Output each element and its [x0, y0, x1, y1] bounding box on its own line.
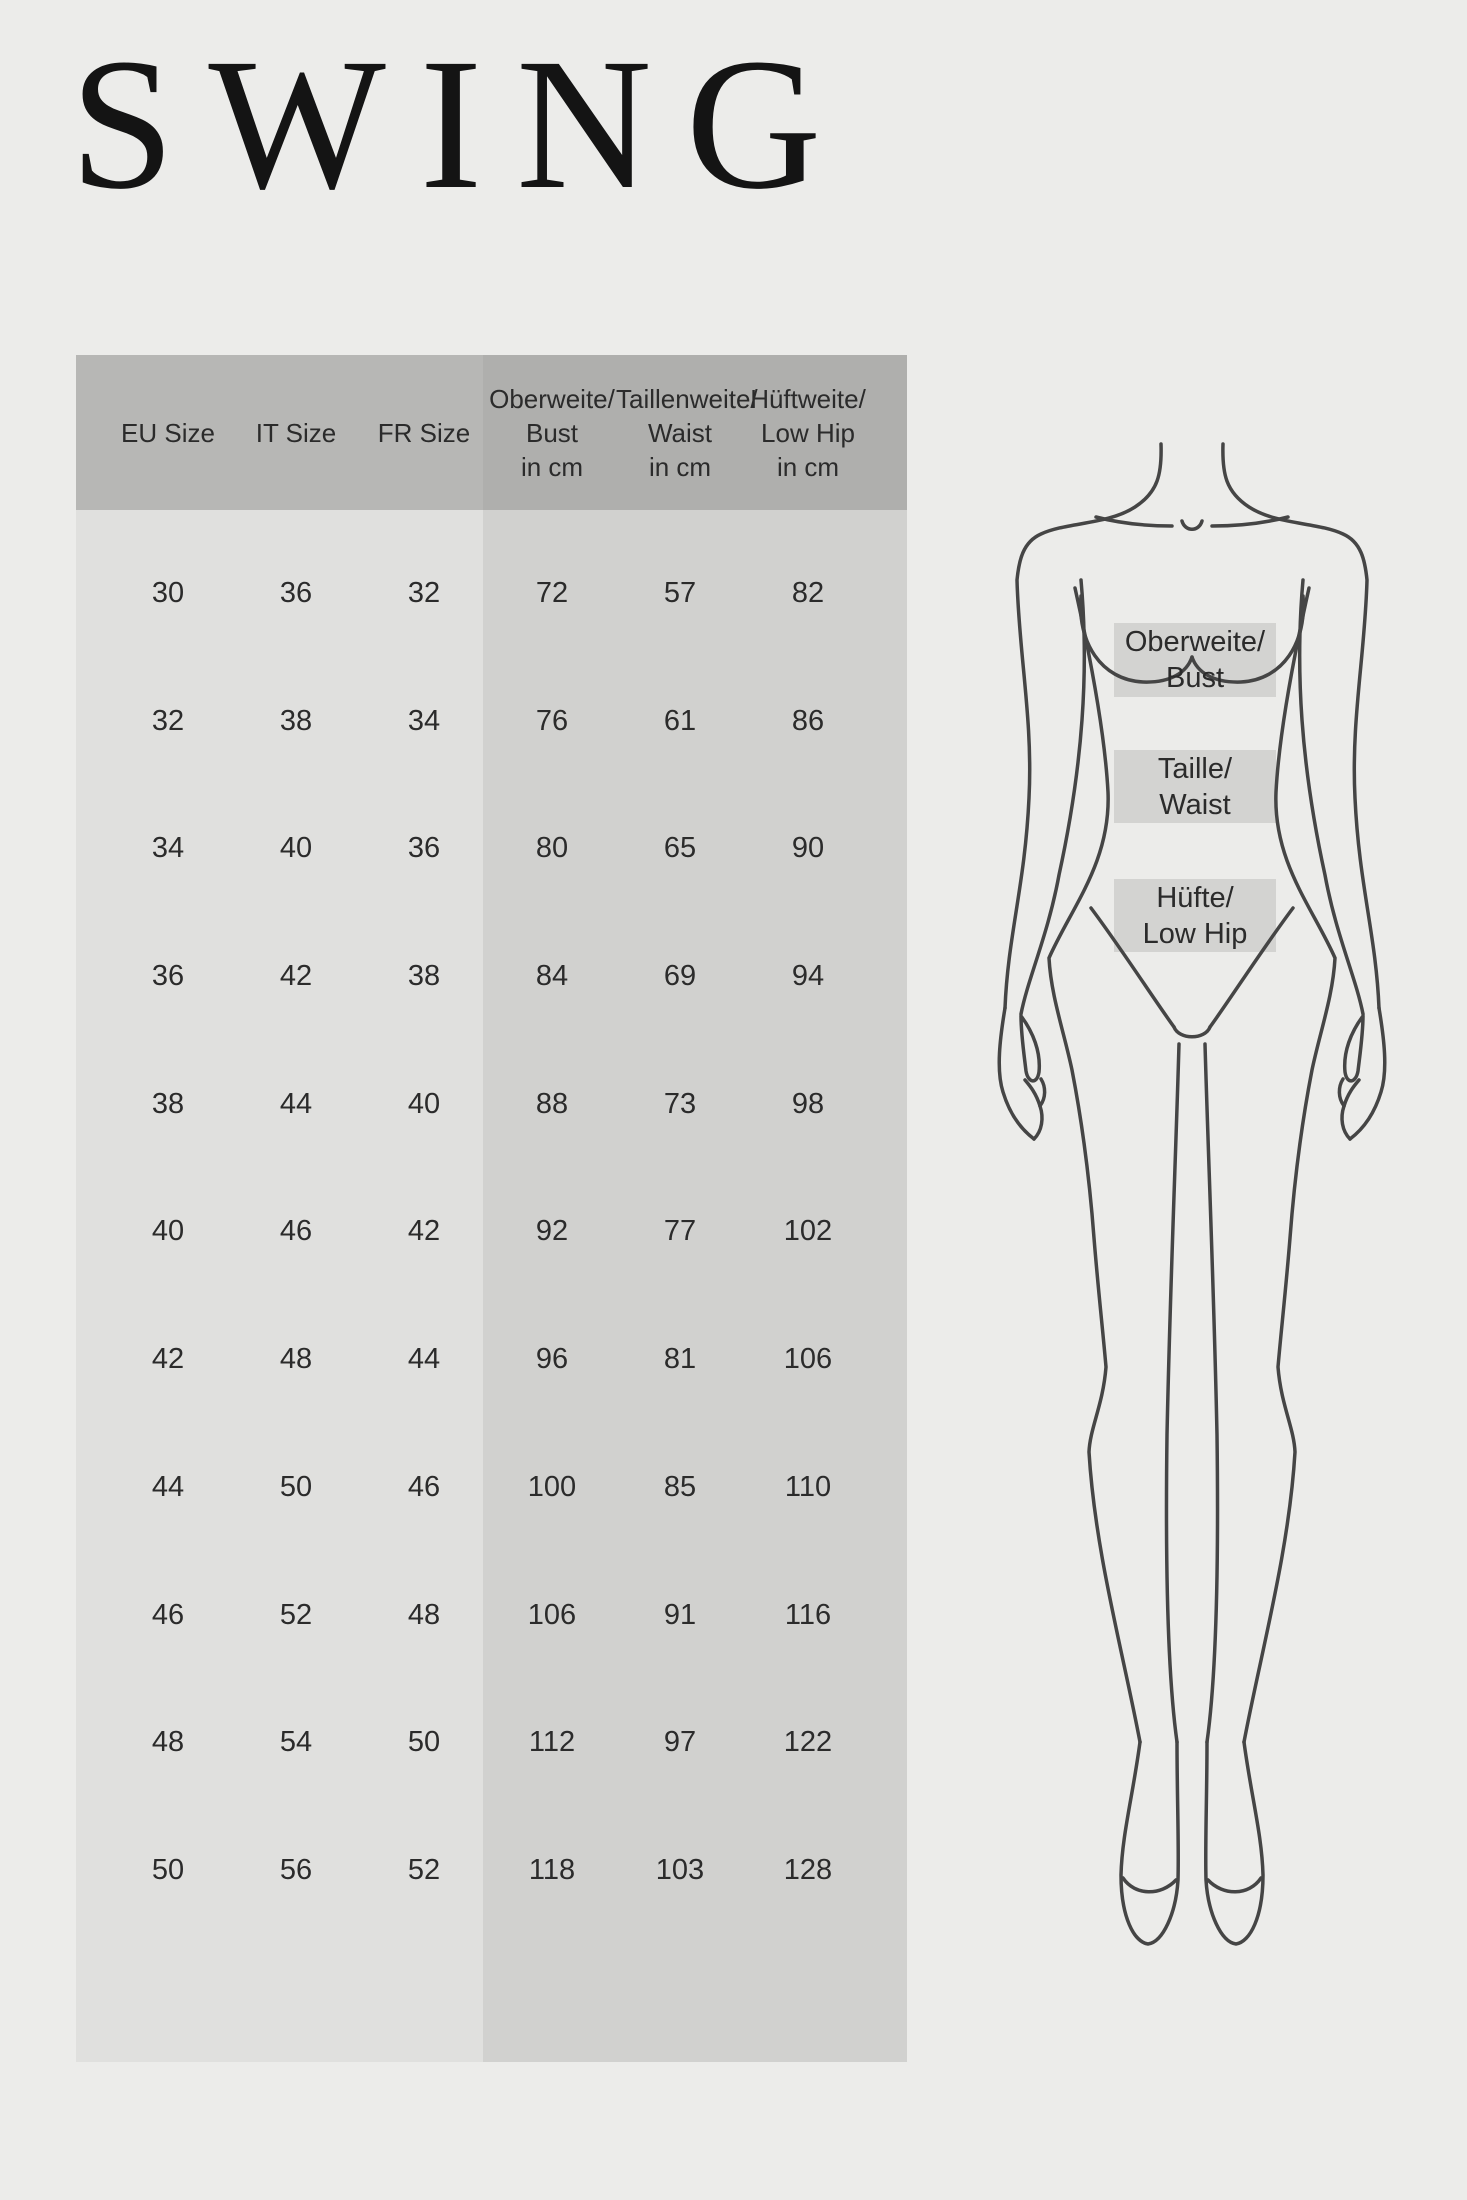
hand-left-finger: [1040, 1079, 1045, 1106]
size-cell: 30: [151, 577, 185, 609]
size-cell: 94: [791, 960, 825, 993]
header-line: IT Size: [255, 417, 337, 448]
size-cell: 102: [783, 1215, 833, 1248]
header-line: Oberweite/: [489, 383, 615, 414]
table-row: [76, 1552, 907, 1680]
body-measurement-figure: [995, 430, 1395, 1950]
column-header-waist: [616, 382, 758, 484]
brand-logo: SWING: [70, 19, 856, 228]
header-line: EU Size: [121, 417, 215, 448]
header-line: FR Size: [377, 417, 471, 448]
size-chart-table: [76, 355, 907, 2062]
table-header-row: [76, 355, 907, 510]
column-header-eu-size: [104, 416, 232, 450]
size-cell: 42: [151, 1343, 185, 1376]
size-cell: 44: [407, 1343, 441, 1376]
column-header-bust: [488, 382, 616, 484]
size-cell: 82: [791, 577, 825, 609]
column-header-low-hip: [744, 382, 872, 484]
table-row: [76, 530, 907, 658]
header-line: Bust: [525, 417, 579, 448]
size-cell: 72: [535, 577, 569, 609]
size-cell: 110: [784, 1470, 832, 1503]
foot-left: [1121, 1742, 1178, 1944]
size-cell: 36: [407, 832, 441, 865]
size-cell: 42: [407, 1215, 441, 1248]
shoe-opening-right: [1208, 1878, 1261, 1892]
size-cell: 40: [407, 1087, 441, 1120]
size-cell: 36: [279, 577, 313, 609]
size-cell: 91: [663, 1598, 697, 1631]
size-cell: 32: [151, 704, 185, 737]
size-cell: 112: [528, 1726, 576, 1759]
size-cell: 52: [407, 1853, 441, 1886]
size-cell: 57: [663, 577, 697, 609]
collarbone-right: [1212, 517, 1288, 526]
size-cell: 44: [279, 1087, 313, 1120]
header-line: in cm: [648, 451, 712, 482]
table-row: [76, 785, 907, 913]
size-cell: 54: [279, 1726, 313, 1759]
table-row: [76, 1041, 907, 1169]
label-line: Waist: [1159, 788, 1231, 821]
size-cell: 52: [279, 1598, 313, 1631]
table-row: [76, 1296, 907, 1424]
column-header-fr-size: [360, 416, 488, 450]
collarbone-left: [1096, 517, 1172, 526]
size-cell: 73: [663, 1087, 697, 1120]
label-line: Hüfte/: [1156, 881, 1234, 914]
size-cell: 88: [535, 1087, 569, 1120]
size-cell: 34: [151, 832, 185, 865]
table-row: [76, 1424, 907, 1552]
neck-notch: [1182, 521, 1202, 529]
size-cell: 50: [279, 1470, 313, 1503]
size-cell: 116: [784, 1598, 832, 1631]
size-cell: 46: [279, 1215, 313, 1248]
inner-leg-left: [1166, 1044, 1179, 1742]
size-cell: 100: [527, 1470, 577, 1503]
crotch-curve: [1174, 1027, 1210, 1037]
table-row: [76, 1807, 907, 1935]
size-cell: 48: [279, 1343, 313, 1376]
table-row: [76, 1679, 907, 1807]
size-cell: 96: [535, 1343, 569, 1376]
size-cell: 32: [407, 577, 441, 609]
header-line: in cm: [520, 451, 584, 482]
size-cell: 84: [535, 960, 569, 993]
size-cell: 42: [279, 960, 313, 993]
size-cell: 38: [151, 1087, 185, 1120]
header-line: Low Hip: [761, 417, 855, 448]
hand-right-finger: [1339, 1079, 1344, 1106]
size-cell: 46: [407, 1470, 441, 1503]
hand-left-finger: [1025, 1080, 1042, 1139]
header-line: in cm: [776, 451, 840, 482]
foot-right: [1206, 1742, 1263, 1944]
hand-right-finger: [1342, 1080, 1359, 1139]
size-cell: 46: [151, 1598, 185, 1631]
size-cell: 50: [151, 1853, 185, 1886]
size-cell: 118: [528, 1853, 576, 1886]
size-cell: 48: [151, 1726, 185, 1759]
size-cell: 128: [783, 1853, 833, 1886]
table-body: [76, 510, 907, 1935]
label-line: Taille/: [1157, 752, 1233, 785]
size-cell: 97: [663, 1726, 697, 1759]
size-cell: 48: [407, 1598, 441, 1631]
size-cell: 86: [791, 704, 825, 737]
hip-label: [1114, 879, 1276, 952]
size-cell: 36: [151, 960, 185, 993]
size-cell: 38: [279, 704, 313, 737]
size-cell: 38: [407, 960, 441, 993]
size-cell: 44: [151, 1470, 185, 1503]
size-cell: 61: [663, 704, 697, 737]
size-cell: 80: [535, 832, 569, 865]
size-cell: 77: [663, 1215, 697, 1248]
size-cell: 81: [663, 1343, 697, 1376]
size-cell: 103: [655, 1853, 705, 1886]
size-cell: 122: [783, 1726, 833, 1759]
size-cell: 98: [791, 1087, 825, 1120]
label-line: Low Hip: [1142, 917, 1248, 950]
header-line: Taillenweite/: [616, 383, 758, 414]
size-cell: 69: [663, 960, 697, 993]
label-line: Bust: [1165, 662, 1225, 694]
shoe-opening-left: [1123, 1878, 1176, 1892]
size-cell: 106: [527, 1598, 577, 1631]
label-line: Oberweite/: [1124, 626, 1266, 658]
size-cell: 56: [279, 1853, 313, 1886]
table-row: [76, 913, 907, 1041]
size-cell: 106: [783, 1343, 833, 1376]
size-cell: 65: [663, 832, 697, 865]
header-line: Waist: [647, 417, 713, 448]
table-row: [76, 1168, 907, 1296]
size-cell: 85: [663, 1470, 697, 1503]
size-cell: 92: [535, 1215, 569, 1248]
bust-label: [1114, 623, 1276, 697]
header-line: Hüftweite/: [750, 383, 866, 414]
column-header-it-size: [232, 416, 360, 450]
size-cell: 34: [407, 704, 441, 737]
size-cell: 76: [535, 704, 569, 737]
size-cell: 90: [791, 832, 825, 865]
hand-left-thumb: [1021, 1016, 1039, 1081]
size-cell: 40: [151, 1215, 185, 1248]
size-cell: 40: [279, 832, 313, 865]
table-row: [76, 658, 907, 786]
size-cell: 50: [407, 1726, 441, 1759]
inner-leg-right: [1205, 1044, 1218, 1742]
hand-right-thumb: [1345, 1016, 1363, 1081]
waist-label: [1114, 750, 1276, 823]
